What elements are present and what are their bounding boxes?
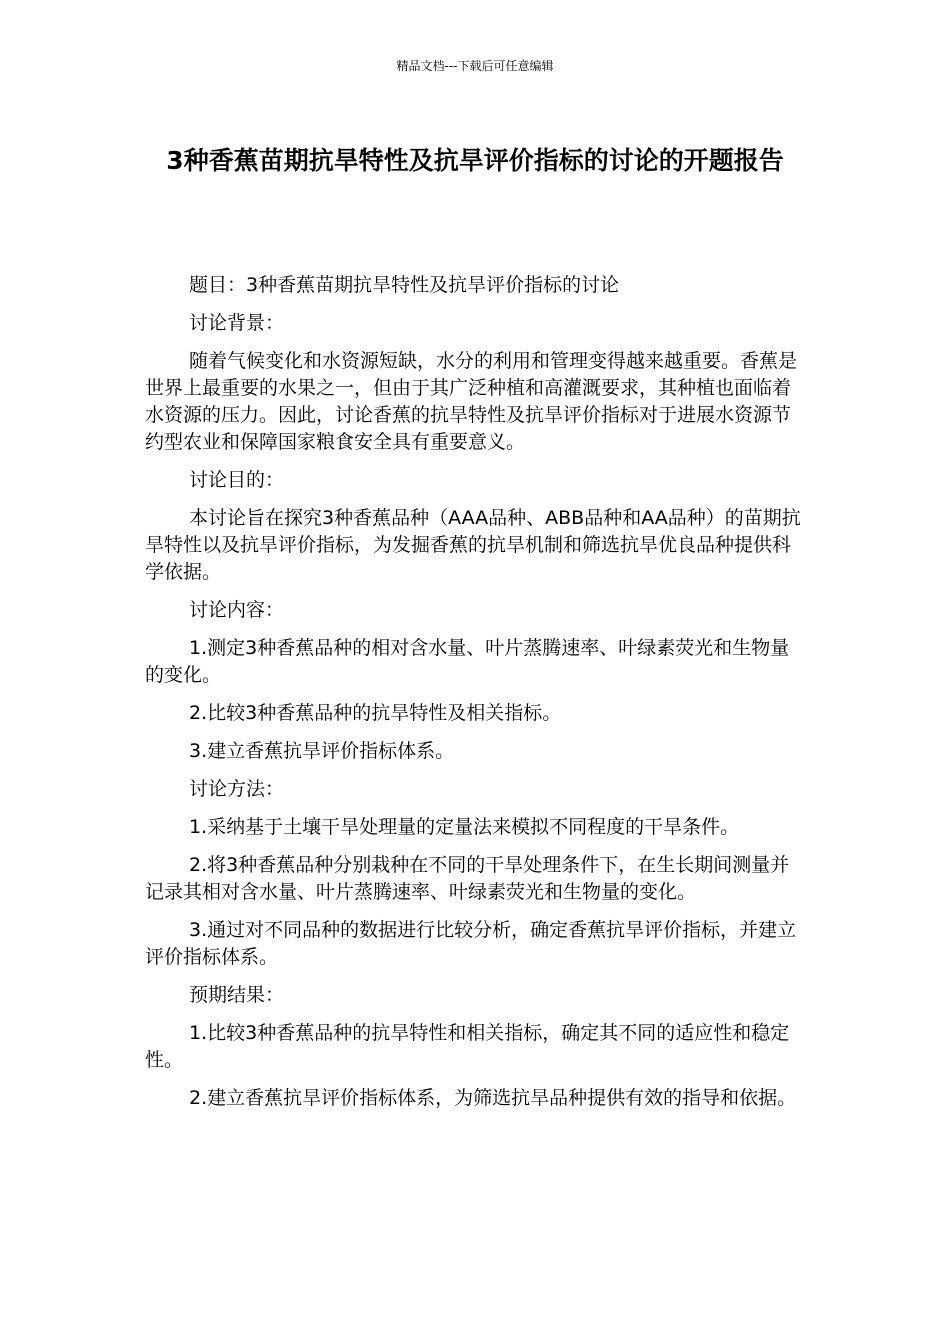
content-item-1: 1.测定3种香蕉品种的相对含水量、叶片蒸腾速率、叶绿素荧光和生物量的变化。	[145, 637, 790, 686]
purpose-heading: 讨论目的：	[189, 469, 285, 491]
document-body	[145, 272, 805, 1123]
background-paragraph: 随着气候变化和水资源短缺，水分的利用和管理变得越来越重要。香蕉是世界上最重要的水果之一，但由于其广泛种植和高灌溉要求，其种植也面临着水资源的压力。因此，讨论香蕉的抗旱特性及抗旱评价指标对于进展水资源节约型农业和保障国家粮食安全具有重要意义。	[145, 350, 798, 453]
results-item-2: 2.建立香蕉抗旱评价指标体系，为筛选抗旱品种提供有效的指导和依据。	[189, 1087, 797, 1109]
method-item-1: 1.采纳基于土壤干旱处理量的定量法来模拟不同程度的干旱条件。	[189, 816, 740, 838]
method-item-2: 2.将3种香蕉品种分别栽种在不同的干旱处理条件下，在生长期间测量并记录其相对含水量、叶片蒸腾速率、叶绿素荧光和生物量的变化。	[145, 854, 790, 903]
results-item-1: 1.比较3种香蕉品种的抗旱特性和相关指标，确定其不同的适应性和稳定性。	[145, 1022, 790, 1071]
content-item-2: 2.比较3种香蕉品种的抗旱特性及相关指标。	[189, 702, 562, 724]
results-heading: 预期结果：	[189, 984, 285, 1006]
content-heading: 讨论内容：	[189, 599, 285, 621]
method-heading: 讨论方法：	[189, 778, 285, 800]
document-title: 3种香蕉苗期抗旱特性及抗旱评价指标的讨论的开题报告	[166, 146, 784, 175]
background-heading: 讨论背景：	[189, 312, 285, 334]
content-item-3: 3.建立香蕉抗旱评价指标体系。	[189, 740, 455, 762]
page-header-note: 精品文档---下载后可任意编辑	[396, 59, 554, 73]
purpose-paragraph: 本讨论旨在探究3种香蕉品种（AAA品种、ABB品种和AA品种）的苗期抗旱特性以及抗旱评价指标，为发掘香蕉的抗旱机制和筛选抗旱优良品种提供科学依据。	[145, 507, 801, 583]
topic-paragraph: 题目：3种香蕉苗期抗旱特性及抗旱评价指标的讨论	[189, 274, 620, 296]
method-item-3: 3.通过对不同品种的数据进行比较分析，确定香蕉抗旱评价指标，并建立评价指标体系。	[145, 919, 797, 968]
